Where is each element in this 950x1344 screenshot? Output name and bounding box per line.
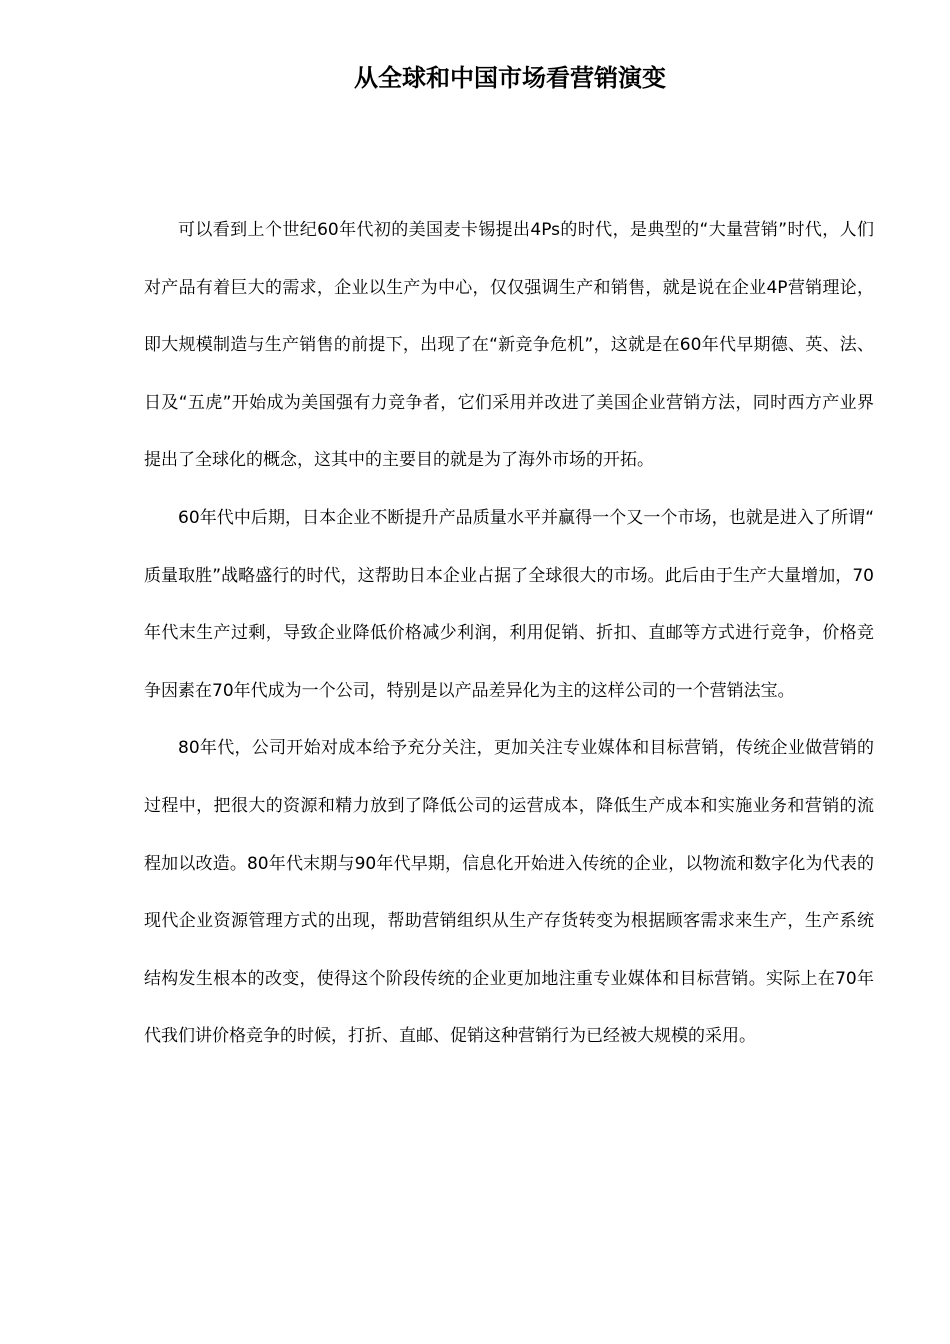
document-body [144,202,874,1066]
paragraph-2: 60年代中后期，日本企业不断提升产品质量水平并赢得一个又一个市场，也就是进入了所谓“质量取胜”战略盛行的时代，这帮助日本企业占据了全球很大的市场。此后由于生产大量增加，70年代末生产过剩，导致企业降低价格减少利润，利用促销、折扣、直邮等方式进行竞争，价格竞争因素在70年代成为一个公司，特别是以产品差异化为主的这样公司的一个营销法宝。 [144,507,874,701]
document-title: 从全球和中国市场看营销演变 [354,63,666,92]
paragraph-3: 80年代，公司开始对成本给予充分关注，更加关注专业媒体和目标营销，传统企业做营销的过程中，把很大的资源和精力放到了降低公司的运营成本，降低生产成本和实施业务和营销的流程加以改造。80年代末期与90年代早期，信息化开始进入传统的企业，以物流和数字化为代表的现代企业资源管理方式的出现，帮助营销组织从生产存货转变为根据顾客需求来生产，生产系统结构发生根本的改变，使得这个阶段传统的企业更加地注重专业媒体和目标营销。实际上在70年代我们讲价格竞争的时候，打折、直邮、促销这种营销行为已经被大规模的采用。 [144,738,874,1047]
paragraph-1: 可以看到上个世纪60年代初的美国麦卡锡提出4Ps的时代，是典型的“大量营销”时代，人们对产品有着巨大的需求，企业以生产为中心，仅仅强调生产和销售，就是说在企业4P营销理论，即大规模制造与生产销售的前提下，出现了在“新竞争危机”，这就是在60年代早期德、英、法、日及“五虎”开始成为美国强有力竞争者，它们采用并改进了美国企业营销方法，同时西方产业界提出了全球化的概念，这其中的主要目的就是为了海外市场的开拓。 [144,220,874,471]
